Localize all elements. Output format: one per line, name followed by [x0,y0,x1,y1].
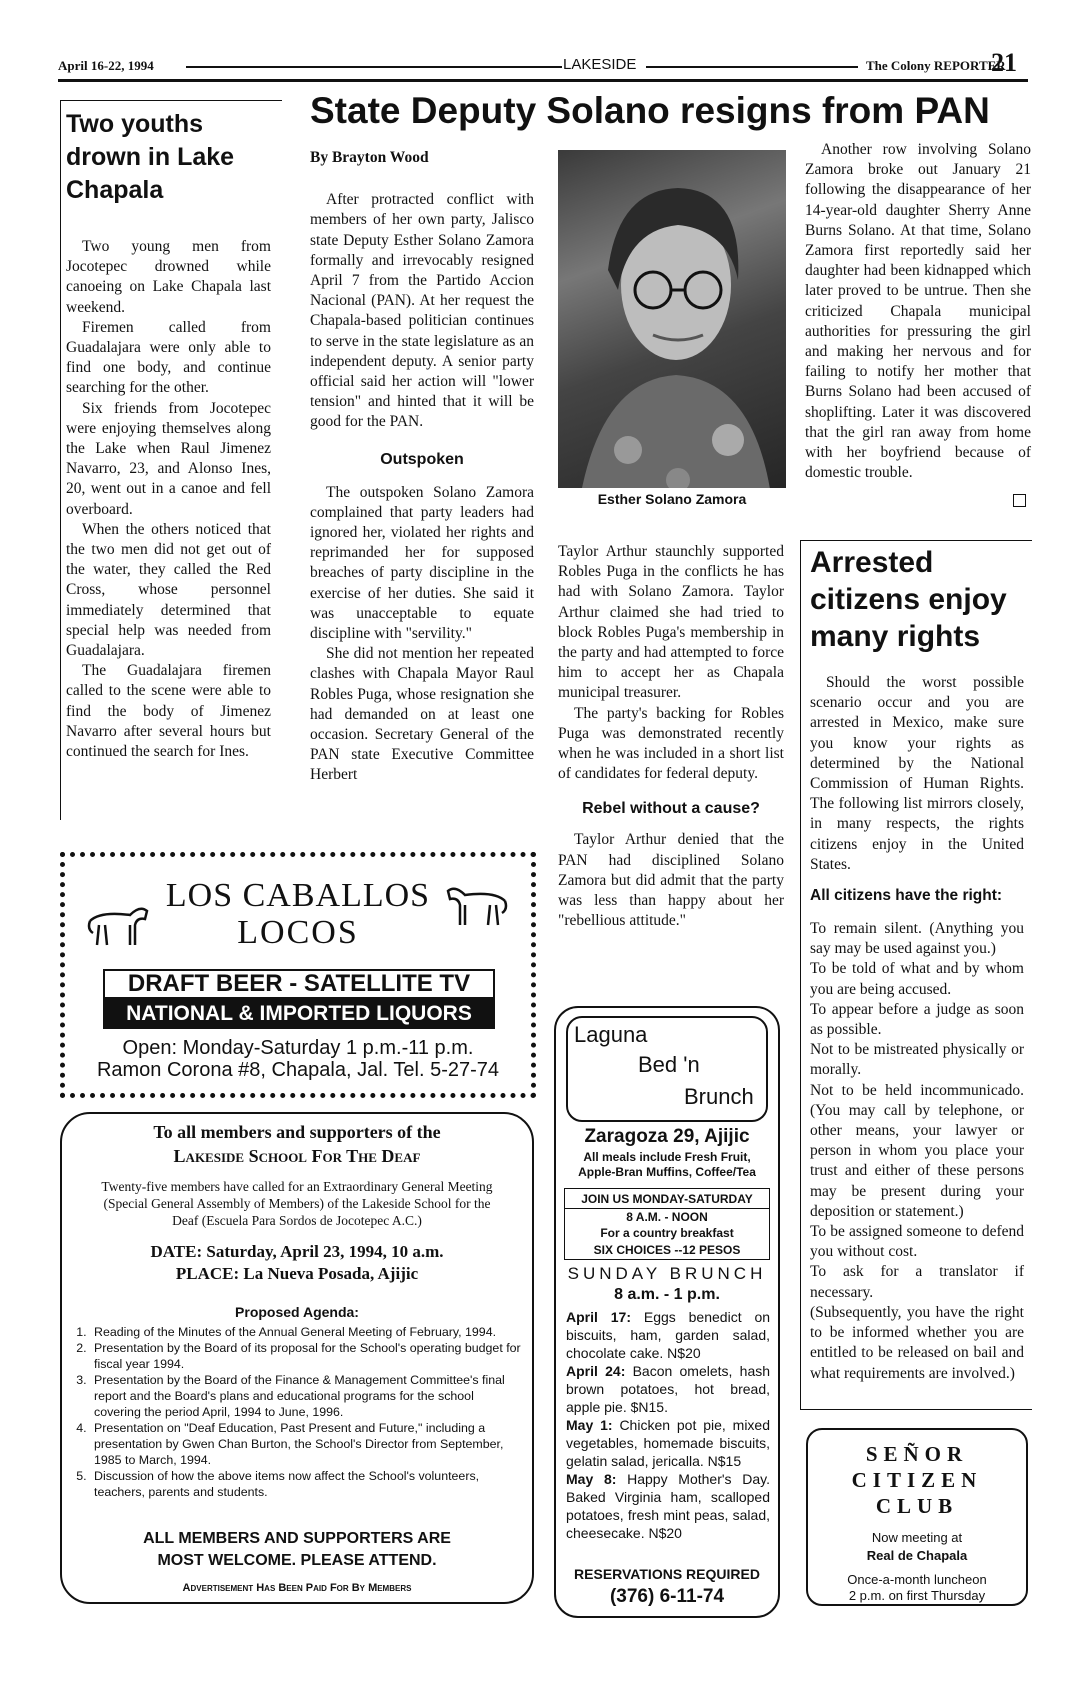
join-line: SIX CHOICES --12 PESOS [593,1242,741,1257]
agenda-item: 2. Presentation by the Board of its proposal for the School's operating budget for fiscal year 1994. [90,1340,522,1372]
solano-col-3 [805,140,1031,483]
laguna-address: Zaragoza 29, Ajijic [584,1126,750,1147]
laguna-ad [554,1006,780,1618]
senor-line-1: Now meeting at [871,1530,963,1545]
deaf-welcome-1: ALL MEMBERS AND SUPPORTERS ARE [143,1530,451,1547]
rights-item: Not to be mistreated physically or morally. [810,1041,1024,1079]
menu-item: April 24: Bacon omelets, hash brown potatoes, hot bread, apple pie. $N15. [566,1363,771,1415]
senor-name-2: CITIZEN [851,1468,983,1492]
end-mark-icon [1013,494,1026,507]
laguna-name-3: Brunch [684,1084,754,1109]
agenda-title: Proposed Agenda: [235,1304,359,1320]
menu-item: May 8: Happy Mother's Day. Baked Virginia ham, scalloped potatoes, fresh mint peas, salad, cheesecake. N$20 [566,1471,771,1541]
youths-headline: Two youths drown in Lake Chapala [66,110,235,204]
join-line: JOIN US MONDAY-SATURDAY [565,1191,769,1209]
page-number: 21 [991,48,1017,77]
agenda-list [60,1324,522,1500]
join-line: 8 A.M. - NOON [626,1209,708,1224]
senor-name-1: SEÑOR [865,1442,969,1466]
deaf-title-2: Lakeside School For The Deaf [173,1146,421,1166]
senor-line-4: 2 p.m. on first Thursday [848,1588,986,1603]
subhead-outspoken: Outspoken [380,450,464,468]
menu-item: April 17: Eggs benedict on biscuits, ham, garden salad, chocolate cake. N$20 [566,1309,771,1361]
sunday-brunch: SUNDAY BRUNCH [567,1264,767,1283]
solano-para: The party's backing for Robles Puga was demonstrated recently when he was included in a short list of candidates for federal deputy. [558,704,784,783]
solano-para: After protracted conflict with members of her own party, Jalisco state Deputy Esther Solano Zamora formally and irrevocably resigned April 7 from the Partido Accion Nacional (PAN). At her request the Chapala-based politician continues to serve in the state legislature as an independent deputy. A senior party official said her action will "lower tension" and hinted that it will be good for the PAN. [310,191,534,431]
menu-item: May 1: Chicken pot pie, mixed vegetables, homemade biscuits, gelatin salad, jericalla. N$15 [566,1417,770,1469]
rights-item: (Subsequently, you have the right to be informed whether you are entitled to be released on bail and what requirements are involved.) [810,1303,1024,1382]
laguna-join-box [564,1188,770,1260]
laguna-phone: (376) 6-11-74 [609,1586,725,1607]
laguna-name-1: Laguna [574,1022,648,1047]
byline: By Brayton Wood [310,149,429,166]
youths-para: Firemen called from Guadalajara were only able to find one body, and continue searching for the other. [66,318,271,397]
deaf-welcome-2: MOST WELCOME. PLEASE ATTEND. [157,1552,437,1569]
senor-name-3: CLUB [875,1494,959,1518]
rights-headline: Arrested citizens enjoy many rights [810,546,1007,653]
youths-article [66,108,271,762]
deaf-intro: Twenty-five members have called for an Extraordinary General Meeting (Special General Assembly of Members) of the Lakeside School for the Deaf (Escuela Para Sordos de Jocotepec A.C.) [101,1179,493,1228]
deaf-place: PLACE: La Nueva Posada, Ajijic [175,1264,419,1283]
paper-name: The Colony REPORTER [866,58,1006,73]
youths-para: Six friends from Jocotepec were enjoying themselves along the Lake when Raul Jimenez Navarro, 23, and Alonso Ines, 20, went out in a canoe and fell overboard. [66,399,271,518]
agenda-item: 4. Presentation on "Deaf Education, Past Present and Future," including a presentation by Gwen Chan Burton, the School's Director from September, 1985 to March, 1994. [90,1420,522,1468]
subhead-rebel: Rebel without a cause? [582,800,760,818]
youths-para: When the others noticed that the two men did not get out of the water, they called the Red Cross, whose personnel immediately determined that special help was needed from Guadalajara. [66,520,271,660]
agenda-item: 3. Presentation by the Board of the Finance & Management Committee's final report and the Board's plans and educational programs for the school covering the period April, 1994 to June, 1996. [90,1372,522,1420]
caballos-hours: Open: Monday-Saturday 1 p.m.-11 p.m. [122,1037,474,1059]
caballos-name-1: LOS CABALLOS [165,877,431,914]
laguna-meals: All meals include Fresh Fruit, Apple-Bran Muffins, Coffee/Tea [578,1150,756,1179]
laguna-name-2: Bed 'n [638,1052,700,1077]
section-name: LAKESIDE [563,56,637,73]
deaf-school-notice [60,1112,534,1604]
rights-item: Not to be held incommunicado. (You may call by telephone, or other means, your lawyer or person in whom you place your trust and either of these persons may be present during your deposition or statement.) [810,1081,1024,1220]
masthead [58,48,1028,80]
solano-para: The outspoken Solano Zamora complained that party leaders had ignored her, violated her rights and reprimanded her for supposed breaches of party discipline in the exercise of her duties. She said it was unacceptable to equate discipline with "servility." [310,483,534,643]
solano-col-2 [558,542,784,931]
rights-item: To be assigned someone to defend you without cost. [810,1223,1024,1261]
solano-para: Another row involving Solano Zamora broke out January 21 following the disappearance of her 14-year-old daughter Sherry Anne Burns Solano. At that time, Solano Zamora first reportedly said her daughter had been kidnapped which later proved to be untrue. Then she criticized Chapala municipal authorities for pressuring the girl and making her nervous and for failing to notify her mother that Burns Solano had been accused of shoplifting. Later it was discovered that the girl ran away from home with her boyfriend because of domestic trouble. [805,141,1031,482]
solano-headline: State Deputy Solano resigns from PAN [310,90,990,131]
deaf-date: DATE: Saturday, April 23, 1994, 10 a.m. [150,1242,444,1261]
caballos-address: Ramon Corona #8, Chapala, Jal. Tel. 5-27-74 [96,1059,500,1081]
deaf-title-1: To all members and supporters of the [153,1122,441,1142]
photo-esther-solano-zamora [558,150,786,510]
rights-article [810,544,1024,1384]
reservations: RESERVATIONS REQUIRED [574,1566,760,1582]
caballos-name-2: LOCOS [237,914,359,951]
caballos-line-2: NATIONAL & IMPORTED LIQUORS [103,999,495,1029]
laguna-logo-box [566,1016,768,1122]
rights-item: To remain silent. (Anything you say may be used against you.) [810,920,1024,958]
portrait-illustration [558,150,786,510]
sunday-time: 8 a.m. - 1 p.m. [614,1286,720,1303]
solano-para: Taylor Arthur staunchly supported Robles Puga in the conflicts he has had with Solano Zamora. Taylor Arthur claimed she had tried to block Robles Puga's membership in the party and had attempted to force him to accept her as Chapala municipal treasurer. [558,543,784,702]
brunch-menu [566,1308,770,1542]
join-line: For a country breakfast [600,1226,734,1240]
rights-item: To ask for a translator if necessary. [810,1263,1024,1301]
rights-item: To appear before a judge as soon as possible. [810,1000,1024,1039]
rights-intro: Should the worst possible scenario occur and you are arrested in Mexico, make sure you know your rights as determined by the National Commission of Human Rights. The following list mirrors closely, in many respects, the rights citizens enjoy in the United States. [810,674,1024,873]
rights-subhead: All citizens have the right: [810,887,1003,905]
youths-para: The Guadalajara firemen called to the scene were able to find the body of Jimenez Navarro after several hours but continued the search for Ines. [66,662,271,761]
agenda-item: 1. Reading of the Minutes of the Annual General Meeting of February, 1994. [90,1324,522,1340]
solano-para: She did not mention her repeated clashes with Chapala Mayor Raul Robles Puga, whose resignation she had demanded on at least one occasion. Secretary General of the PAN state Executive Committee Herbert [310,645,534,784]
rights-item: To be told of what and by whom you are being accused. [810,960,1024,998]
senor-line-3: Once-a-month luncheon [847,1572,987,1587]
senor-line-2: Real de Chapala [866,1548,968,1563]
caballos-ad [60,852,536,1098]
solano-col-1 [310,148,534,786]
issue-date: April 16-22, 1994 [58,58,154,73]
deaf-footer: Advertisement Has Been Paid For By Members [182,1582,412,1594]
youths-para: Two young men from Jocotepec drowned while canoeing on Lake Chapala last weekend. [66,238,271,316]
photo-caption: Esther Solano Zamora [558,488,786,510]
solano-para: Taylor Arthur denied that the PAN had disciplined Solano Zamora but did admit that the party was less than happy about her "rebellious attitude." [558,831,784,930]
agenda-item: 5. Discussion of how the above items now affect the School's volunteers, teachers, parents and students. [90,1468,522,1500]
senor-citizen-ad [806,1428,1028,1606]
caballos-line-1: DRAFT BEER - SATELLITE TV [103,969,495,999]
